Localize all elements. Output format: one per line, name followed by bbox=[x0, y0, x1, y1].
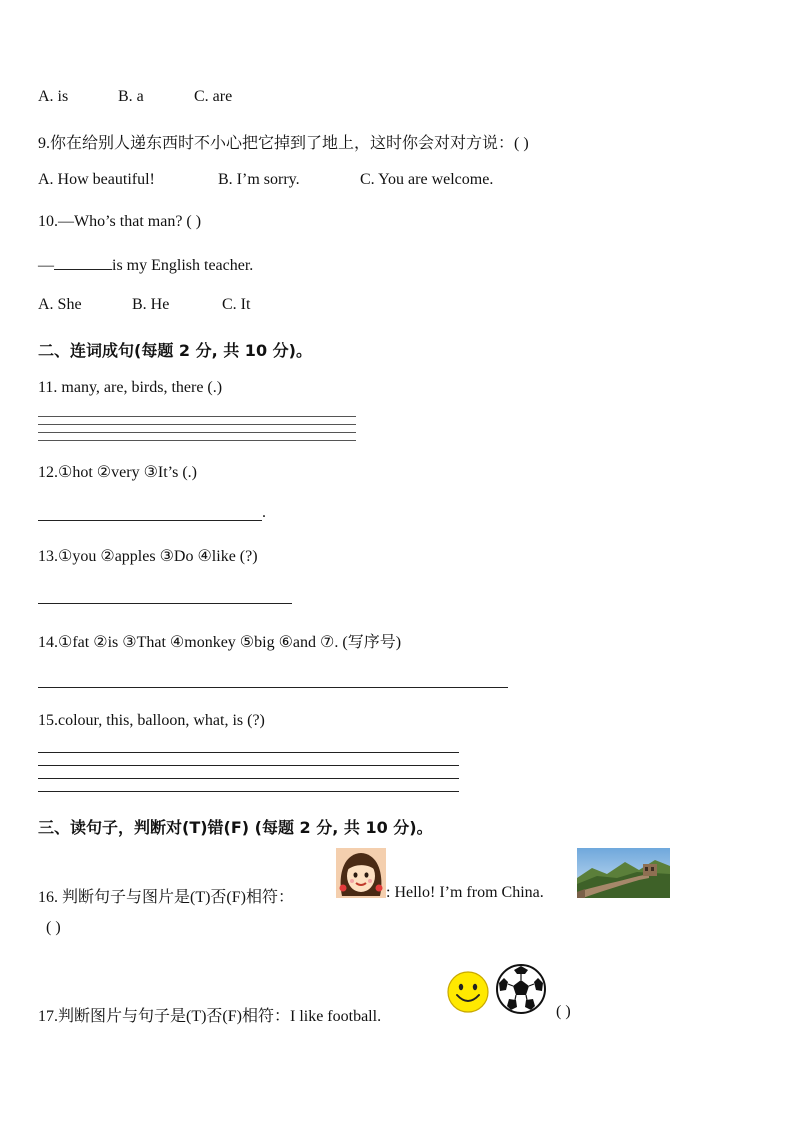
q15-writing-line-2[interactable] bbox=[38, 765, 459, 766]
great-wall-picture bbox=[577, 848, 670, 898]
smiley-face-picture bbox=[446, 970, 490, 1014]
q11-writing-line-4[interactable] bbox=[38, 440, 356, 441]
q16-answer-paren[interactable]: ( ) bbox=[46, 919, 61, 936]
q9-options bbox=[38, 171, 493, 189]
q13-stem: 13.①you ②apples ③Do ④like (?) bbox=[38, 548, 258, 565]
q15-writing-line-4[interactable] bbox=[38, 791, 459, 792]
q12-stem: 12.①hot ②very ③It’s (.) bbox=[38, 464, 198, 481]
q9-option-b: B. I’m sorry. bbox=[218, 171, 300, 188]
q10-answer-blank[interactable] bbox=[54, 255, 112, 270]
q17-answer-paren[interactable]: ( ) bbox=[556, 1003, 571, 1020]
q16-sentence: : Hello! I’m from China. bbox=[386, 884, 544, 901]
q10-answer-suffix: is my English teacher. bbox=[112, 257, 254, 274]
q13-answer-line[interactable] bbox=[38, 603, 292, 604]
q10-answer-prefix: — bbox=[38, 257, 54, 274]
q11-writing-line-2[interactable] bbox=[38, 424, 356, 425]
q8-option-a: A. is bbox=[38, 88, 69, 105]
q15-stem: 15.colour, this, balloon, what, is (?) bbox=[38, 712, 265, 729]
q9-option-a: A. How beautiful! bbox=[38, 171, 155, 188]
q8-option-c: C. are bbox=[194, 88, 233, 105]
q15-writing-line-3[interactable] bbox=[38, 778, 459, 779]
q14-stem: 14.①fat ②is ③That ④monkey ⑤big ⑥and ⑦. (写序号) bbox=[38, 634, 402, 651]
q14-answer-line[interactable] bbox=[38, 687, 508, 688]
q10-option-a: A. She bbox=[38, 296, 82, 313]
q12-end-mark: . bbox=[262, 504, 266, 521]
q11-writing-line-3[interactable] bbox=[38, 432, 356, 433]
q16-prefix: 16. 判断句子与图片是(T)否(F)相符： bbox=[38, 889, 294, 906]
q12-answer-line[interactable] bbox=[38, 520, 262, 521]
q9-stem: 9.你在给别人递东西时不小心把它掉到了地上，这时你会对对方说：( ) bbox=[38, 135, 529, 152]
q10-option-b: B. He bbox=[132, 296, 170, 313]
q10-option-c: C. It bbox=[222, 296, 251, 313]
q11-writing-line-1[interactable] bbox=[38, 416, 356, 417]
q10-options bbox=[38, 296, 250, 314]
q10-stem: 10.—Who’s that man? ( ) bbox=[38, 213, 202, 230]
girl-picture bbox=[336, 848, 386, 898]
section2-heading: 二、连词成句(每题 2 分, 共 10 分)。 bbox=[38, 341, 312, 360]
section3-heading: 三、读句子，判断对(T)错(F) (每题 2 分, 共 10 分)。 bbox=[38, 818, 433, 837]
q10-answer-line bbox=[38, 255, 253, 275]
q9-option-c: C. You are welcome. bbox=[360, 171, 494, 188]
football-picture bbox=[495, 963, 547, 1015]
q17-prefix: 17.判断图片与句子是(T)否(F)相符：I like football. bbox=[38, 1008, 382, 1025]
q15-writing-line-1[interactable] bbox=[38, 752, 459, 753]
q8-options bbox=[38, 88, 232, 106]
q11-stem: 11. many, are, birds, there (.) bbox=[38, 379, 223, 396]
q8-option-b: B. a bbox=[118, 88, 144, 105]
